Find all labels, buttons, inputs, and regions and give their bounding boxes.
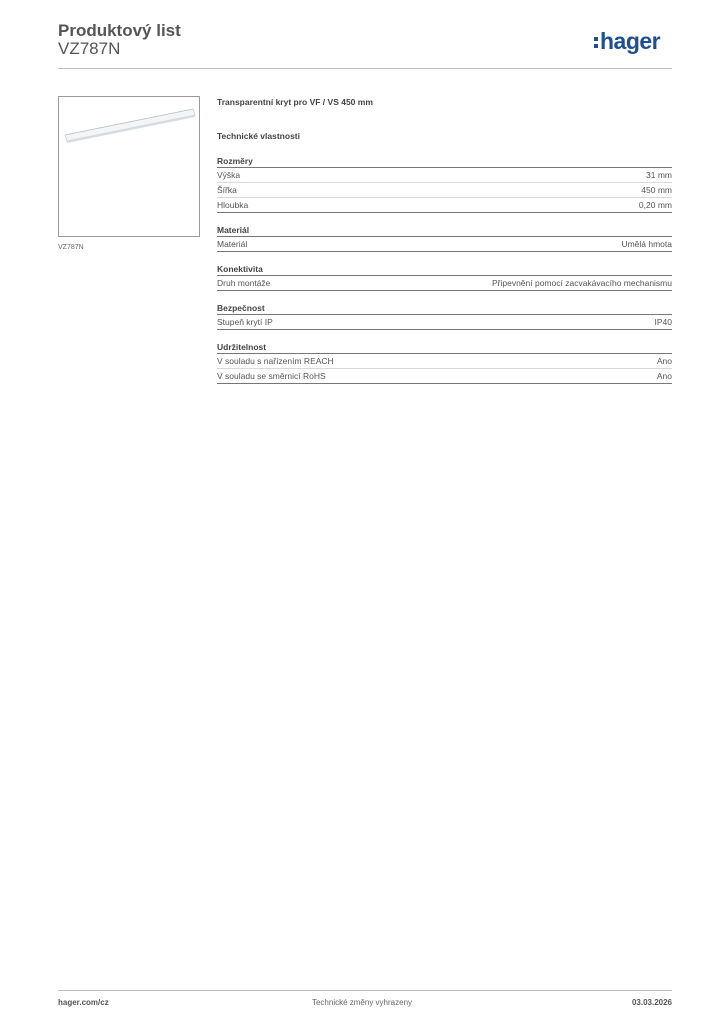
row-value: Ano: [656, 356, 672, 366]
logo-dots-icon: [594, 37, 598, 48]
page-title: Produktový list: [58, 21, 181, 40]
row-label: Šířka: [217, 185, 237, 195]
section-dimensions: [217, 155, 672, 213]
footer-divider: [58, 990, 672, 991]
row-value: 450 mm: [641, 185, 672, 195]
header-divider: [58, 68, 672, 69]
table-row: [217, 276, 672, 291]
product-code: VZ787N: [58, 39, 121, 58]
table-row: [217, 168, 672, 183]
section-connectivity: [217, 263, 672, 291]
row-label: Druh montáže: [217, 278, 271, 288]
row-label: Stupeň krytí IP: [217, 317, 273, 327]
row-label: V souladu s nařízením REACH: [217, 356, 334, 366]
table-row: [217, 237, 672, 252]
row-value: Připevnění pomocí zacvakávacího mechanismu: [491, 278, 672, 288]
row-label: V souladu se směrnicí RoHS: [217, 371, 326, 381]
row-value: Umělá hmota: [621, 239, 672, 249]
section-title: Materiál: [217, 224, 672, 237]
product-image: [58, 96, 200, 237]
table-row: [217, 369, 672, 384]
section-title: Konektivita: [217, 263, 672, 276]
section-title: Udržitelnost: [217, 341, 672, 354]
product-description: Transparentní kryt pro VF / VS 450 mm: [217, 97, 373, 107]
section-title: Rozměry: [217, 155, 672, 168]
row-value: 31 mm: [646, 170, 672, 180]
row-value: IP40: [654, 317, 672, 327]
table-row: [217, 198, 672, 213]
row-label: Materiál: [217, 239, 248, 249]
hager-logo: [594, 28, 660, 54]
row-value: Ano: [656, 371, 672, 381]
logo-text: hager: [600, 28, 661, 54]
row-label: Výška: [217, 170, 241, 180]
table-row: [217, 315, 672, 330]
product-content: [217, 96, 672, 384]
section-material: [217, 224, 672, 252]
cover-strip-icon: [59, 97, 199, 236]
footer-website: hager.com/cz: [58, 998, 109, 1007]
footer-notice: Technické změny vyhrazeny: [311, 998, 413, 1007]
section-sustainability: [217, 341, 672, 384]
row-value: 0,20 mm: [638, 200, 672, 210]
section-title: Bezpečnost: [217, 302, 672, 315]
image-caption: VZ787N: [58, 244, 84, 251]
footer-date: 03.03.2026: [631, 998, 672, 1007]
tech-heading: Technické vlastnosti: [217, 131, 300, 141]
section-safety: [217, 302, 672, 330]
row-label: Hloubka: [217, 200, 249, 210]
table-row: [217, 354, 672, 369]
table-row: [217, 183, 672, 198]
